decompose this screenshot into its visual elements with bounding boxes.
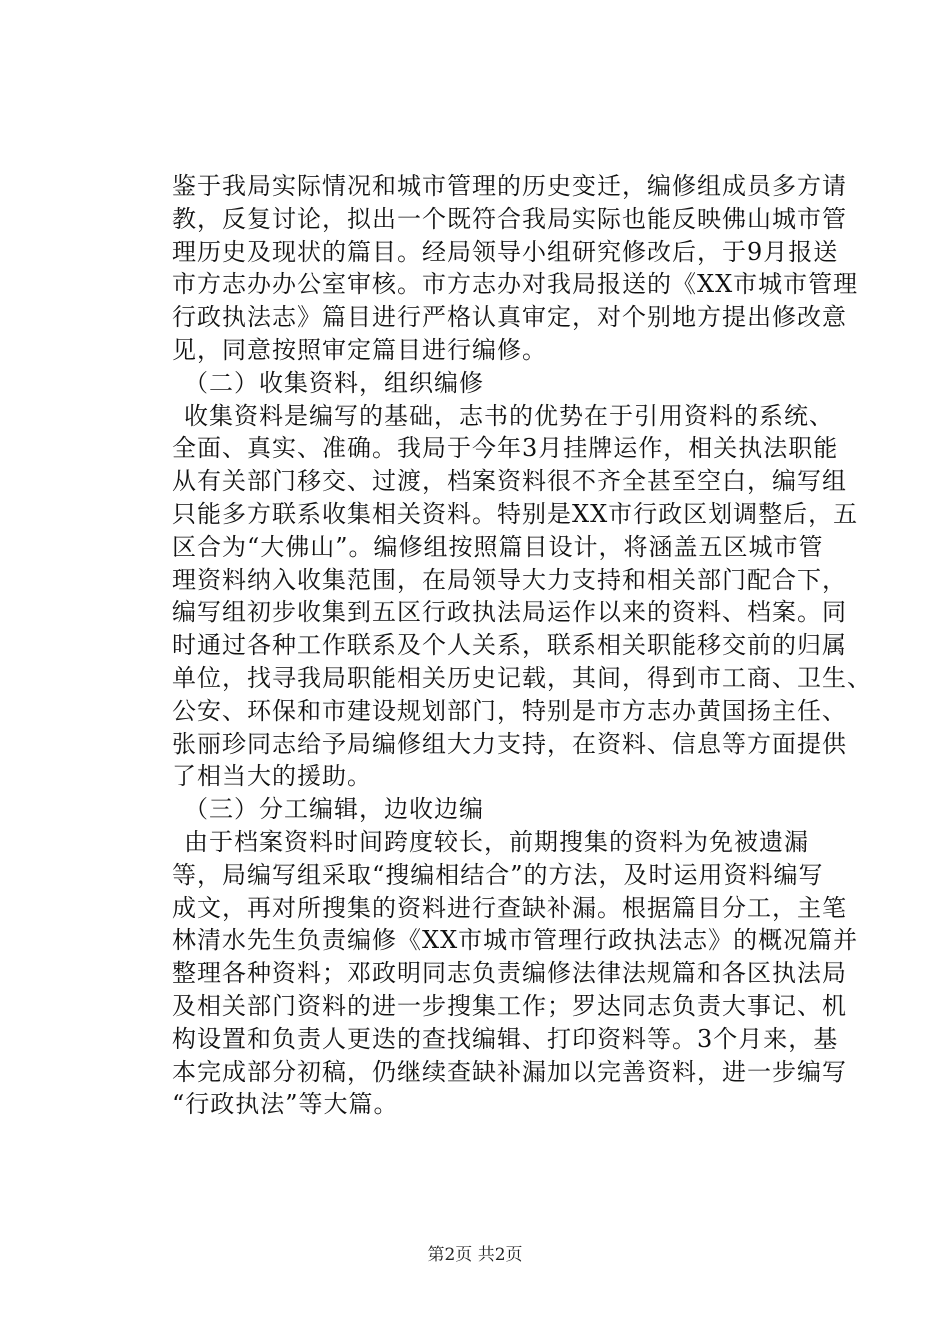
text-line: 教，反复讨论，拟出一个既符合我局实际也能反映佛山城市管: [172, 204, 847, 233]
paragraph-first-line: 收集资料是编写的基础，志书的优势在于引用资料的系统、: [184, 401, 834, 430]
text-line: 见，同意按照审定篇目进行编修。: [172, 335, 547, 364]
text-line: 成文，再对所搜集的资料进行查缺补漏。根据篇目分工，主笔: [172, 893, 847, 922]
text-line: 公安、环保和市建设规划部门，特别是市方志办黄国扬主任、: [172, 696, 847, 725]
section-heading: （二）收集资料，组织编修: [184, 368, 484, 397]
page-footer: [0, 1245, 950, 1265]
text-line: 整理各种资料；邓政明同志负责编修法律法规篇和各区执法局: [172, 959, 847, 988]
text-line: 编写组初步收集到五区行政执法局运作以来的资料、档案。同: [172, 598, 847, 627]
text-line: 从有关部门移交、过渡，档案资料很不齐全甚至空白，编写组: [172, 467, 847, 496]
text-line: 了相当大的援助。: [172, 762, 372, 791]
text-line: 只能多方联系收集相关资料。特别是XX市行政区划调整后，五: [172, 499, 859, 528]
text-line: 全面、真实、准确。我局于今年3月挂牌运作，相关执法职能: [172, 434, 839, 463]
text-line: 理历史及现状的篇目。经局领导小组研究修改后，于9月报送: [172, 237, 839, 266]
text-line: 等，局编写组采取“搜编相结合”的方法，及时运用资料编写: [172, 860, 824, 889]
text-line: 理资料纳入收集范围，在局领导大力支持和相关部门配合下，: [172, 565, 847, 594]
text-line: 鉴于我局实际情况和城市管理的历史变迁，编修组成员多方请: [172, 172, 847, 200]
section-heading: （三）分工编辑，边收边编: [184, 795, 484, 824]
text-line: 本完成部分初稿，仍继续查缺补漏加以完善资料，进一步编写: [172, 1057, 847, 1086]
text-line: 区合为“大佛山”。编修组按照篇目设计，将涵盖五区城市管: [172, 532, 824, 561]
text-line: 市方志办办公室审核。市方志办对我局报送的《XX市城市管理: [172, 270, 859, 299]
text-line: 构设置和负责人更迭的查找编辑、打印资料等。3个月来，基: [172, 1024, 839, 1053]
text-line: 张丽珍同志给予局编修组大力支持，在资料、信息等方面提供: [172, 729, 847, 758]
page-number-label: 第2页 共2页: [427, 1245, 523, 1265]
text-line: 单位，找寻我局职能相关历史记载，其间，得到市工商、卫生、: [172, 663, 872, 692]
text-line: “行政执法”等大篇。: [172, 1090, 399, 1119]
text-line: 林清水先生负责编修《XX市城市管理行政执法志》的概况篇并: [172, 926, 859, 955]
paragraph-first-line: 由于档案资料时间跨度较长，前期搜集的资料为免被遗漏: [184, 827, 809, 856]
text-line: 时通过各种工作联系及个人关系，联系相关职能移交前的归属: [172, 631, 847, 660]
document-body: [172, 170, 872, 1121]
text-line: 及相关部门资料的进一步搜集工作；罗达同志负责大事记、机: [172, 991, 847, 1020]
text-line: 行政执法志》篇目进行严格认真审定，对个别地方提出修改意: [172, 303, 847, 332]
